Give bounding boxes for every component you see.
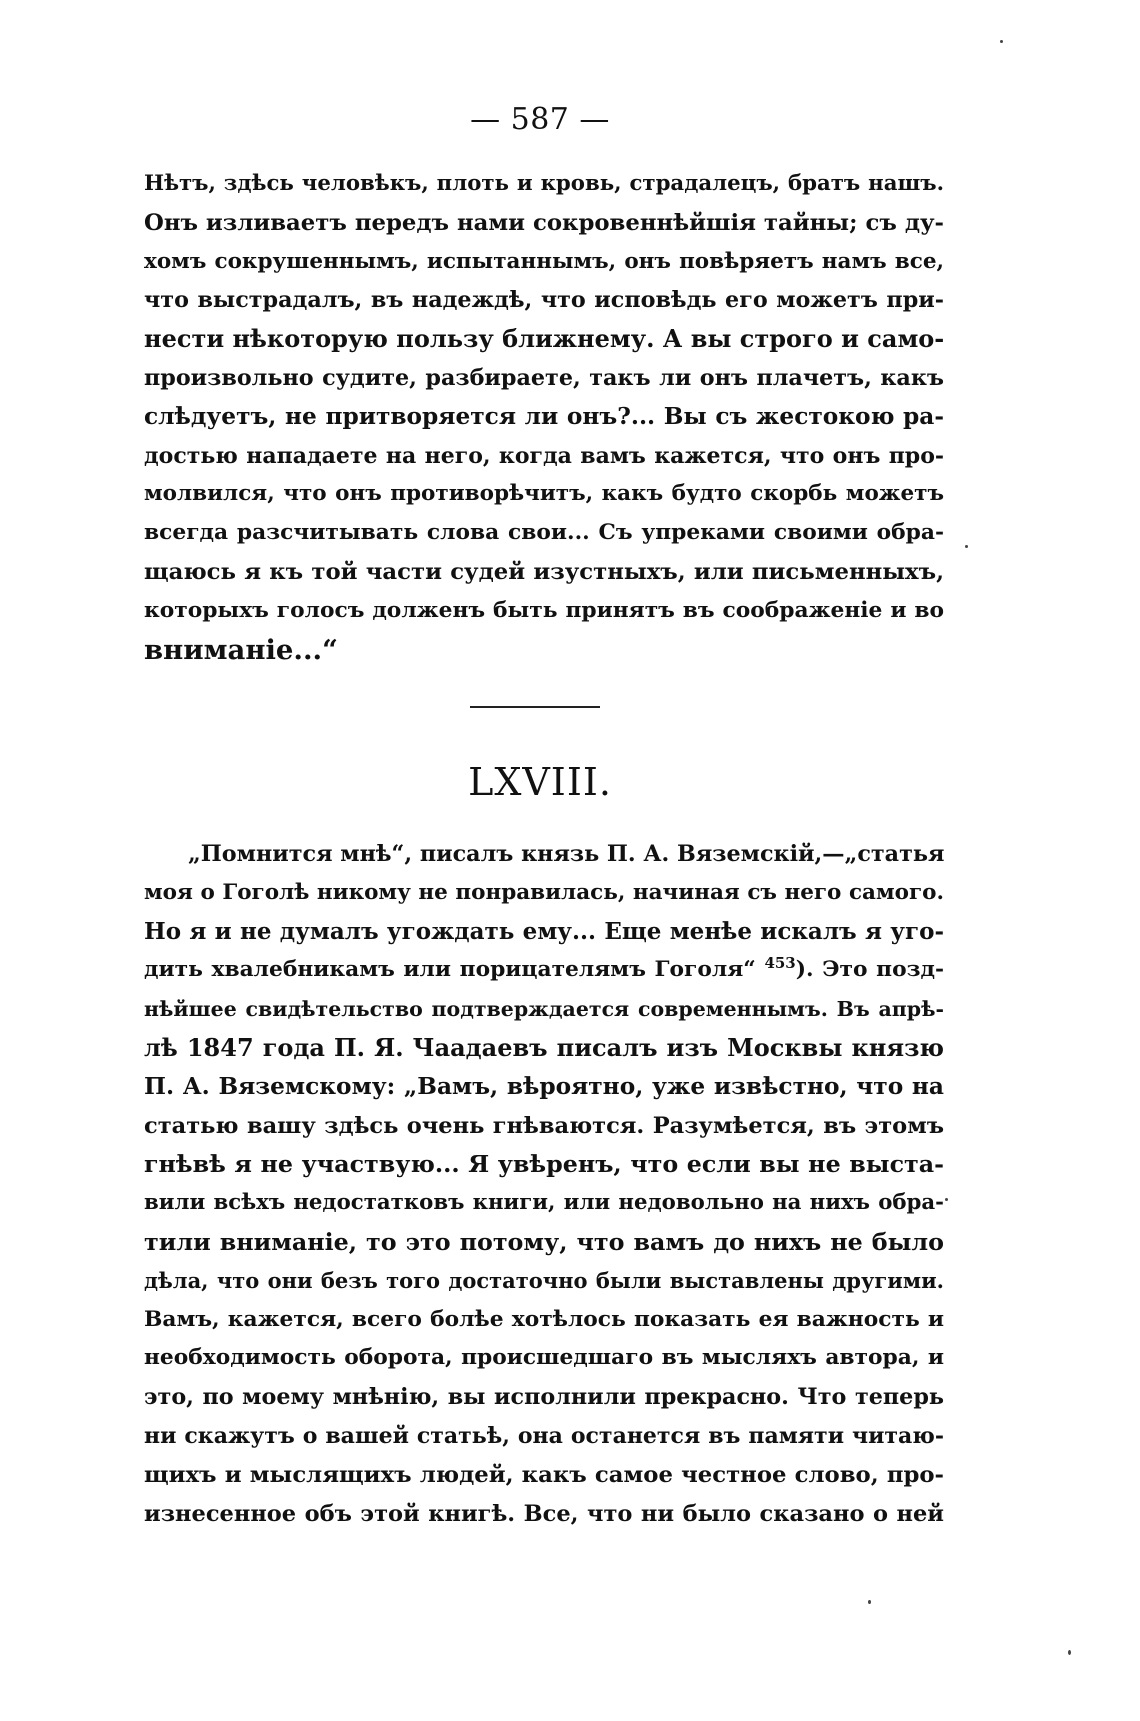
text-line: вили всѣхъ недостатковъ книги, или недовольно на нихъ обра- [144, 1190, 944, 1216]
text-line: хомъ сокрушеннымъ, испытаннымъ, онъ повѣряетъ намъ все, [144, 248, 944, 274]
text-line: необходимость оборота, происшедшаго въ мысляхъ автора, и [144, 1345, 944, 1371]
text-line: моя о Гоголѣ никому не понравилась, начиная съ него самого. [144, 879, 944, 905]
text-line: произвольно судите, разбираете, такъ ли онъ плачетъ, какъ [144, 364, 944, 391]
text-line: всегда разсчитывать слова свои... Съ упреками своими обра- [144, 520, 944, 546]
text-line: ни скажутъ о вашей статьѣ, она останется въ памяти читаю- [144, 1422, 944, 1449]
text-line: достью нападаете на него, когда вамъ кажется, что онъ про- [144, 442, 944, 469]
scan-speck [1068, 1650, 1071, 1655]
text-line: тили вниманіе, то это потому, что вамъ до нихъ не было [144, 1227, 944, 1256]
text-line: которыхъ голосъ долженъ быть принятъ въ соображеніе и во [144, 597, 944, 623]
scan-speck [945, 1198, 948, 1201]
footnote-reference: 453 [764, 954, 796, 973]
text-line: что выстрадалъ, въ надеждѣ, что исповѣдь его можетъ при- [144, 287, 944, 314]
scan-speck [868, 1600, 871, 1604]
text-segment: ). Это позд- [795, 957, 944, 983]
text-line-with-footnote [144, 951, 944, 990]
text-line: Онъ изливаетъ передъ нами сокровеннѣйшія тайны; съ ду- [144, 209, 944, 236]
text-line: статью вашу здѣсь очень гнѣваются. Разумѣется, въ этомъ [144, 1112, 944, 1139]
text-line: Нѣтъ, здѣсь человѣкъ, плоть и кровь, страдалецъ, братъ нашъ. [144, 171, 944, 196]
scan-speck [1000, 40, 1003, 43]
text-line: нѣйшее свидѣтельство подтверждается современнымъ. Въ апрѣ- [144, 997, 944, 1022]
text-line: лѣ 1847 года П. Я. Чаадаевъ писалъ изъ Москвы князю [144, 1032, 944, 1062]
text-line: „Помнится мнѣ“, писалъ князь П. А. Вяземскій,—„статья [188, 841, 945, 867]
section-heading: LXVIII. [468, 760, 612, 804]
paragraph-2 [144, 835, 944, 1533]
text-segment: дить хвалебникамъ или порицателямъ Гоголя“ [144, 957, 756, 983]
text-line: это, по моему мнѣнію, вы исполнили прекрасно. Что теперь [144, 1384, 944, 1411]
paragraph-1 [144, 165, 944, 669]
text-line: щихъ и мыслящихъ людей, какъ самое честное слово, про- [144, 1461, 944, 1488]
text-line: Но я и не думалъ угождать ему... Еще менѣе искалъ я уго- [144, 917, 944, 945]
text-line: молвился, что онъ противорѣчитъ, какъ будто скорбь можетъ [144, 481, 944, 507]
page-number: — 587 — [470, 102, 610, 137]
text-line: дѣла, что они безъ того достаточно были выставлены другими. [144, 1267, 944, 1293]
text-line: вниманіе...“ [144, 633, 338, 666]
text-line: гнѣвѣ я не участвую... Я увѣренъ, что если вы не выста- [144, 1150, 944, 1179]
scan-speck [965, 545, 968, 548]
text-line: П. А. Вяземскому: „Вамъ, вѣроятно, уже извѣстно, что на [144, 1072, 944, 1100]
text-line: нести нѣкоторую пользу ближнему. А вы строго и само- [144, 324, 945, 354]
section-divider [470, 706, 600, 708]
text-line: изнесенное объ этой книгѣ. Все, что ни было сказано о ней [144, 1500, 944, 1527]
text-line: Вамъ, кажется, всего болѣе хотѣлось показать ея важность и [144, 1306, 944, 1332]
text-line: щаюсь я къ той части судей изустныхъ, или письменныхъ, [144, 558, 944, 585]
text-line: слѣдуетъ, не притворяется ли онъ?... Вы съ жестокою ра- [144, 402, 944, 430]
